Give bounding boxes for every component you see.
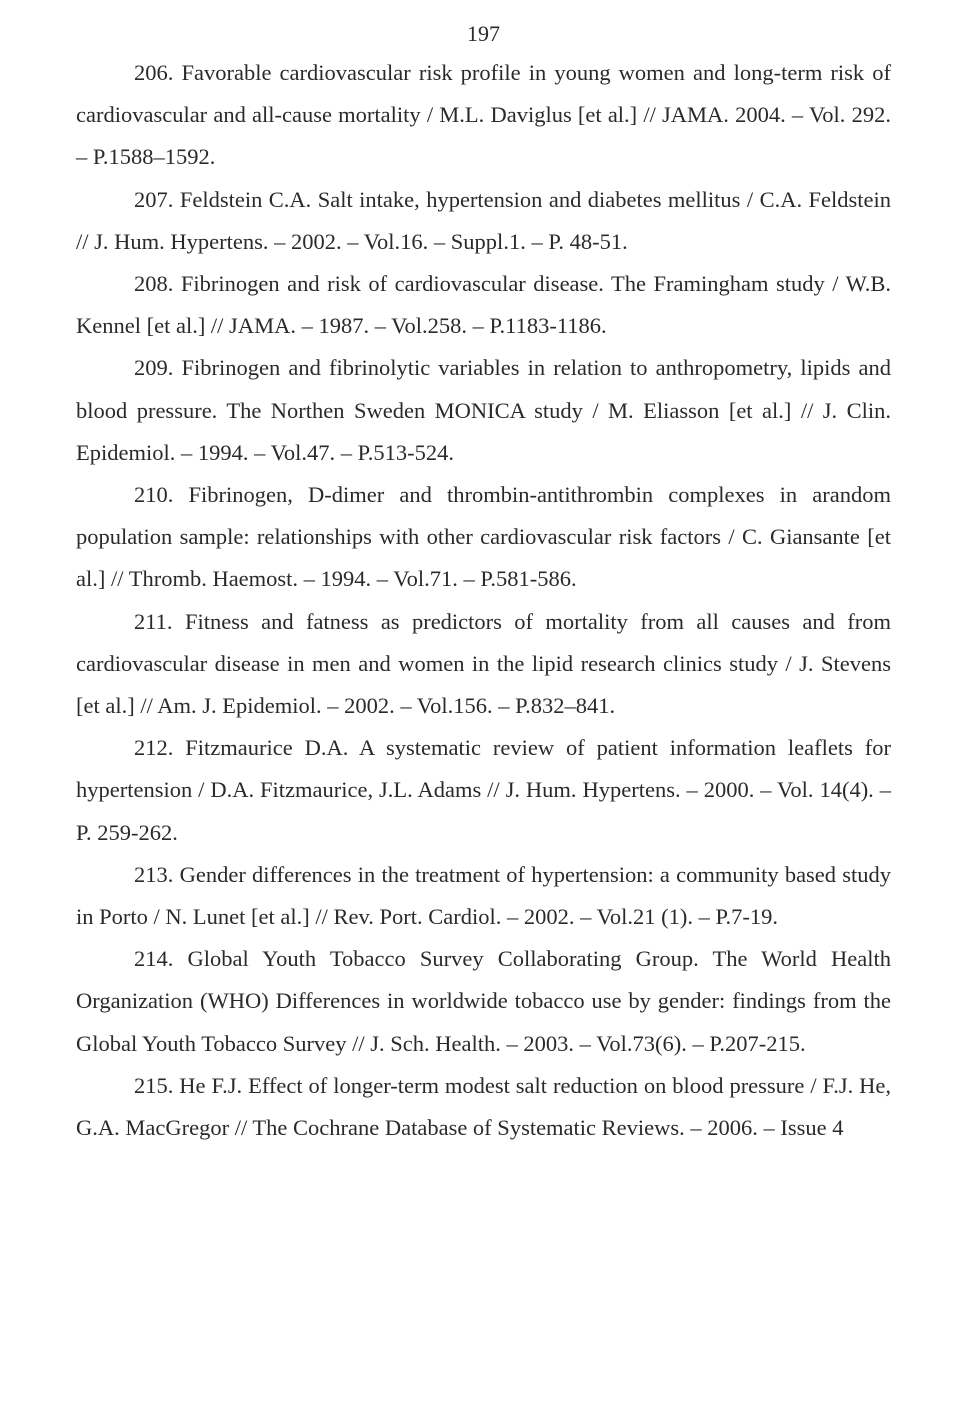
reference-number: 211. <box>134 608 173 634</box>
reference-list <box>76 52 891 1149</box>
reference-item <box>76 938 891 1065</box>
reference-number: 213. <box>134 861 174 887</box>
reference-item <box>76 52 891 179</box>
reference-item <box>76 347 891 474</box>
reference-text: Favorable cardiovascular risk profile in young women and long-term risk of cardiovascular and all-cause mortality / M.L. Daviglus [et al.] // JAMA. 2004. – Vol. 292. – P.1588–1592. <box>76 60 892 170</box>
reference-item <box>76 263 891 347</box>
reference-number: 215. <box>134 1072 174 1098</box>
reference-number: 210. <box>134 482 174 508</box>
reference-text: Global Youth Tobacco Survey Collaborating Group. The World Health Organization (WHO) Differences in worldwide tobacco use by gender: findings from the Global Youth Tobacco Survey // J. Sch. Health. – 2003. – Vol.73(6). – P.207-215. <box>76 946 891 1056</box>
reference-item <box>76 1065 891 1149</box>
reference-item <box>76 474 891 601</box>
reference-item <box>76 601 891 728</box>
reference-number: 209. <box>134 355 174 381</box>
reference-number: 208. <box>134 271 174 297</box>
reference-number: 214. <box>134 946 174 972</box>
reference-number: 212. <box>134 735 174 761</box>
reference-item <box>76 179 891 263</box>
reference-text: He F.J. Effect of longer-term modest salt reduction on blood pressure / F.J. He, G.A. MacGregor // The Cochrane Database of Systematic Reviews. – 2006. – Issue 4 <box>76 1072 891 1141</box>
page-number: 197 <box>467 21 500 46</box>
reference-text: Fitzmaurice D.A. A systematic review of patient information leaflets for hypertension / D.A. Fitzmaurice, J.L. Adams // J. Hum. Hypertens. – 2000. – Vol. 14(4). – P. 259-262. <box>76 735 891 845</box>
reference-text: Gender differences in the treatment of hypertension: a community based study in Porto / N. Lunet [et al.] // Rev. Port. Cardiol. – 2002. – Vol.21 (1). – P.7-19. <box>76 861 892 930</box>
reference-number: 206. <box>134 60 174 85</box>
reference-text: Feldstein C.A. Salt intake, hypertension and diabetes mellitus / C.A. Feldstein // J. Hum. Hypertens. – 2002. – Vol.16. – Suppl.1. – P. 48-51. <box>76 186 892 254</box>
reference-text: Fibrinogen, D-dimer and thrombin-antithrombin complexes in arandom population sample: relationships with other cardiovascular risk factors / C. Giansante [et al.] // Thromb. Haemost. – 1994. – Vol.71. – P.581-586. <box>76 482 891 592</box>
reference-item <box>76 854 891 938</box>
reference-number: 207. <box>134 186 174 212</box>
reference-text: Fibrinogen and fibrinolytic variables in relation to anthropometry, lipids and blood pressure. The Northen Sweden MONICA study / M. Eliasson [et al.] // J. Clin. Epidemiol. – 1994. – Vol.47. – P.513-524. <box>76 355 892 465</box>
reference-text: Fitness and fatness as predictors of mortality from all causes and from cardiovascular disease in men and women in the lipid research clinics study / J. Stevens [et al.] // Am. J. Epidemiol. – 2002. – Vol.156. – P.832–841. <box>76 608 892 719</box>
reference-text: Fibrinogen and risk of cardiovascular disease. The Framingham study / W.B. Kennel [et al.] // JAMA. – 1987. – Vol.258. – P.1183-1186. <box>76 271 892 339</box>
reference-item <box>76 727 891 854</box>
